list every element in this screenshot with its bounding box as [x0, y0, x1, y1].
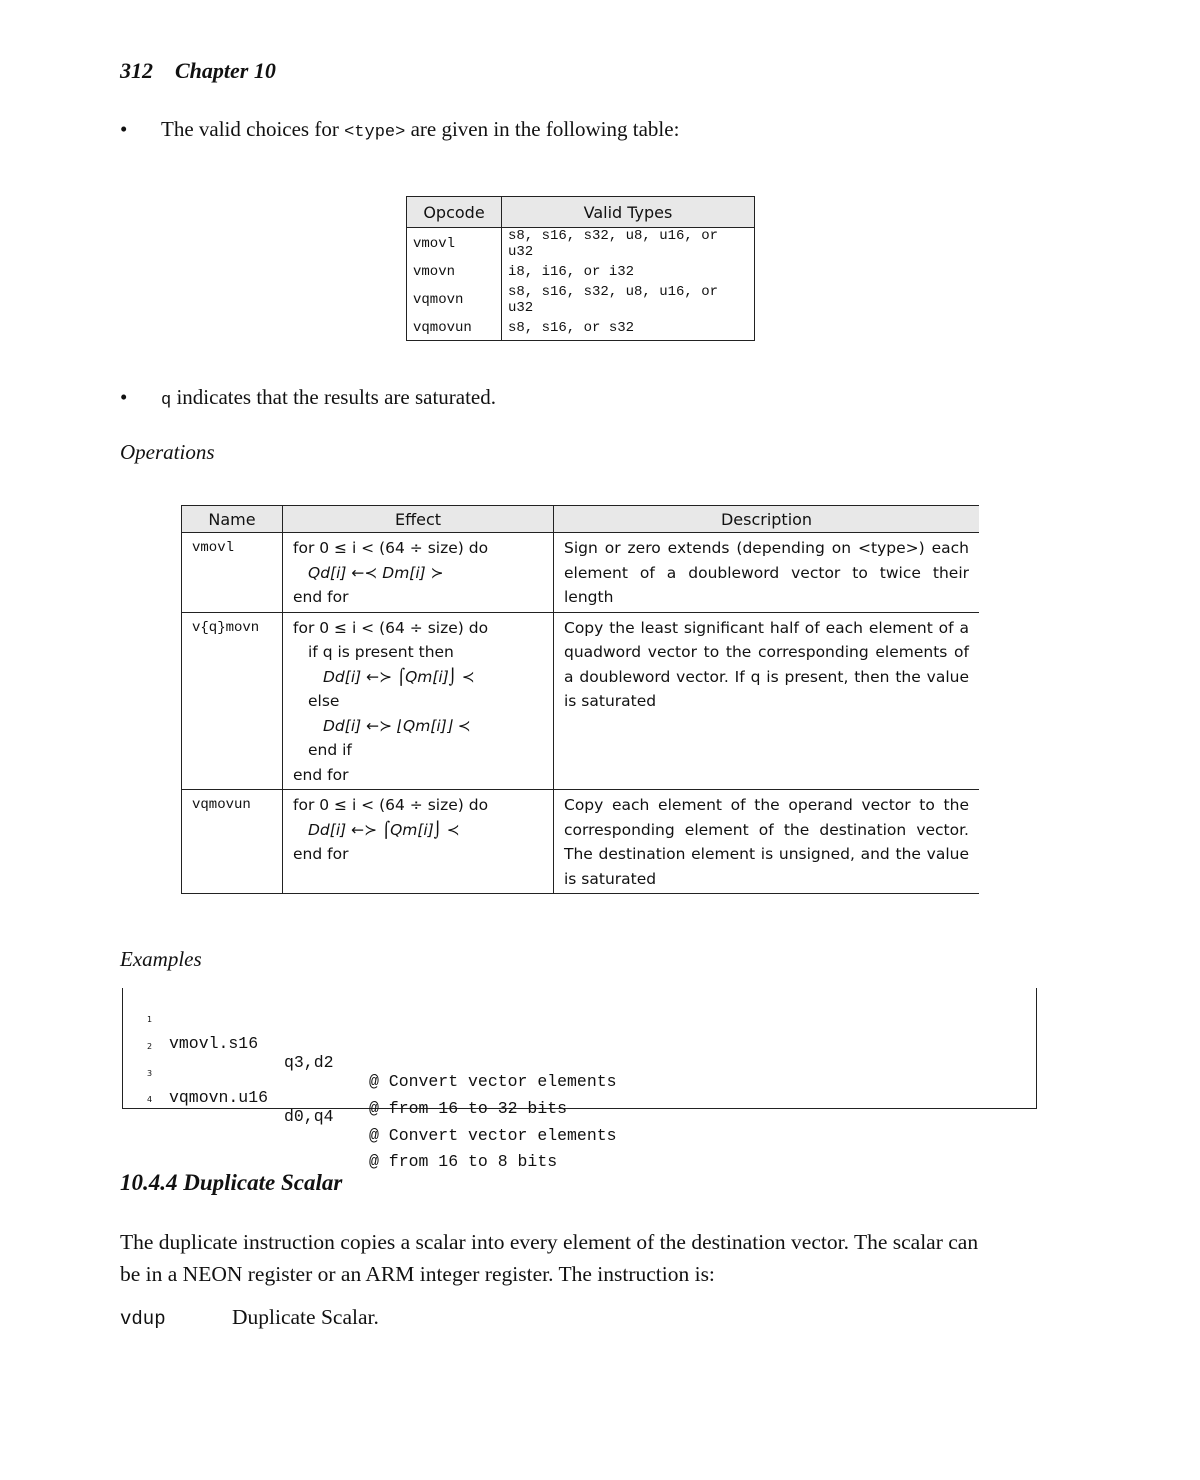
opcode-cell: vqmovn — [407, 284, 502, 316]
types-cell: s8, s16, or s32 — [502, 316, 755, 341]
table-row — [182, 612, 980, 790]
code-comment: @ Convert vector elements — [369, 1126, 617, 1145]
chapter-label: Chapter 10 — [175, 58, 276, 83]
code-listing — [122, 988, 1037, 1171]
table-row — [407, 284, 755, 316]
description-cell: Copy the least significant half of each element of a quadword vector to the corresponding elements of a doubleword vector. If q is present, then the value is saturated — [554, 612, 980, 790]
code-operands: q3,d2 — [284, 1053, 334, 1072]
column-header-description: Description — [554, 506, 980, 533]
effect-cell: for 0 ≤ i < (64 ÷ size) do Dd[i] ←≻ ⌠Qm[i]⌡ ≺ end for — [283, 790, 554, 894]
types-cell: s8, s16, s32, u8, u16, or u32 — [502, 228, 755, 261]
code-instruction: vmovl.s16 — [169, 1034, 259, 1053]
opcode-cell: vmovn — [407, 260, 502, 284]
line-number: 3 — [147, 1069, 153, 1078]
q-code: q — [161, 391, 172, 410]
section-title: 10.4.4 Duplicate Scalar — [120, 1170, 343, 1195]
type-code: <type> — [344, 123, 406, 142]
line-number: 4 — [147, 1095, 153, 1104]
name-cell: v{q}movn — [182, 612, 283, 790]
code-instruction: vqmovn.u16 — [169, 1088, 269, 1107]
code-comment: @ from 16 to 8 bits — [369, 1152, 558, 1171]
column-header-name: Name — [182, 506, 283, 533]
table-row — [407, 316, 755, 341]
bullet-saturated: • q indicates that the results are saturated. — [120, 385, 496, 410]
running-head — [120, 58, 298, 84]
column-header-valid-types: Valid Types — [502, 197, 755, 228]
page-number: 312 — [120, 58, 153, 83]
bullet-dot-icon: • — [120, 117, 128, 141]
column-header-opcode: Opcode — [407, 197, 502, 228]
types-cell: s8, s16, s32, u8, u16, or u32 — [502, 284, 755, 316]
valid-types-table — [406, 196, 755, 341]
operations-heading: Operations — [120, 440, 215, 464]
types-cell: i8, i16, or i32 — [502, 260, 755, 284]
effect-cell: for 0 ≤ i < (64 ÷ size) do Qd[i] ←≺ Dm[i] ≻ end for — [283, 533, 554, 613]
instruction-opcode: vdup — [120, 1308, 166, 1330]
table-row — [407, 260, 755, 284]
instruction-description: Duplicate Scalar. — [232, 1305, 379, 1329]
code-operands: d0,q4 — [284, 1107, 334, 1126]
table-row — [182, 533, 980, 613]
code-comment: @ Convert vector elements — [369, 1072, 617, 1091]
line-number: 1 — [147, 1015, 153, 1024]
description-cell: Sign or zero extends (depending on <type>) each element of a doubleword vector to twice their length — [554, 533, 980, 613]
table-row — [182, 790, 980, 894]
line-number: 2 — [147, 1042, 153, 1051]
name-cell: vmovl — [182, 533, 283, 613]
examples-heading: Examples — [120, 947, 202, 971]
operations-table — [181, 505, 979, 894]
column-header-effect: Effect — [283, 506, 554, 533]
name-cell: vqmovun — [182, 790, 283, 894]
description-cell: Copy each element of the operand vector to the corresponding element of the destination vector. The destination element is unsigned, and the value is saturated — [554, 790, 980, 894]
table-row — [407, 228, 755, 261]
code-comment: @ from 16 to 32 bits — [369, 1099, 568, 1118]
bullet-valid-types: • The valid choices for <type> are given in the following table: — [120, 117, 680, 142]
bullet-dot-icon: • — [120, 385, 128, 409]
body-paragraph: The duplicate instruction copies a scalar into every element of the destination vector. The scalar can be in a NEON register or an ARM integer register. The instruction is: — [120, 1230, 979, 1286]
opcode-cell: vmovl — [407, 228, 502, 261]
opcode-cell: vqmovun — [407, 316, 502, 341]
effect-cell: for 0 ≤ i < (64 ÷ size) do if q is present then Dd[i] ←≻ ⌠Qm[i]⌡ ≺ else Dd[i] ←≻ ⌊Qm[i]⌋ ≺ end if end for — [283, 612, 554, 790]
